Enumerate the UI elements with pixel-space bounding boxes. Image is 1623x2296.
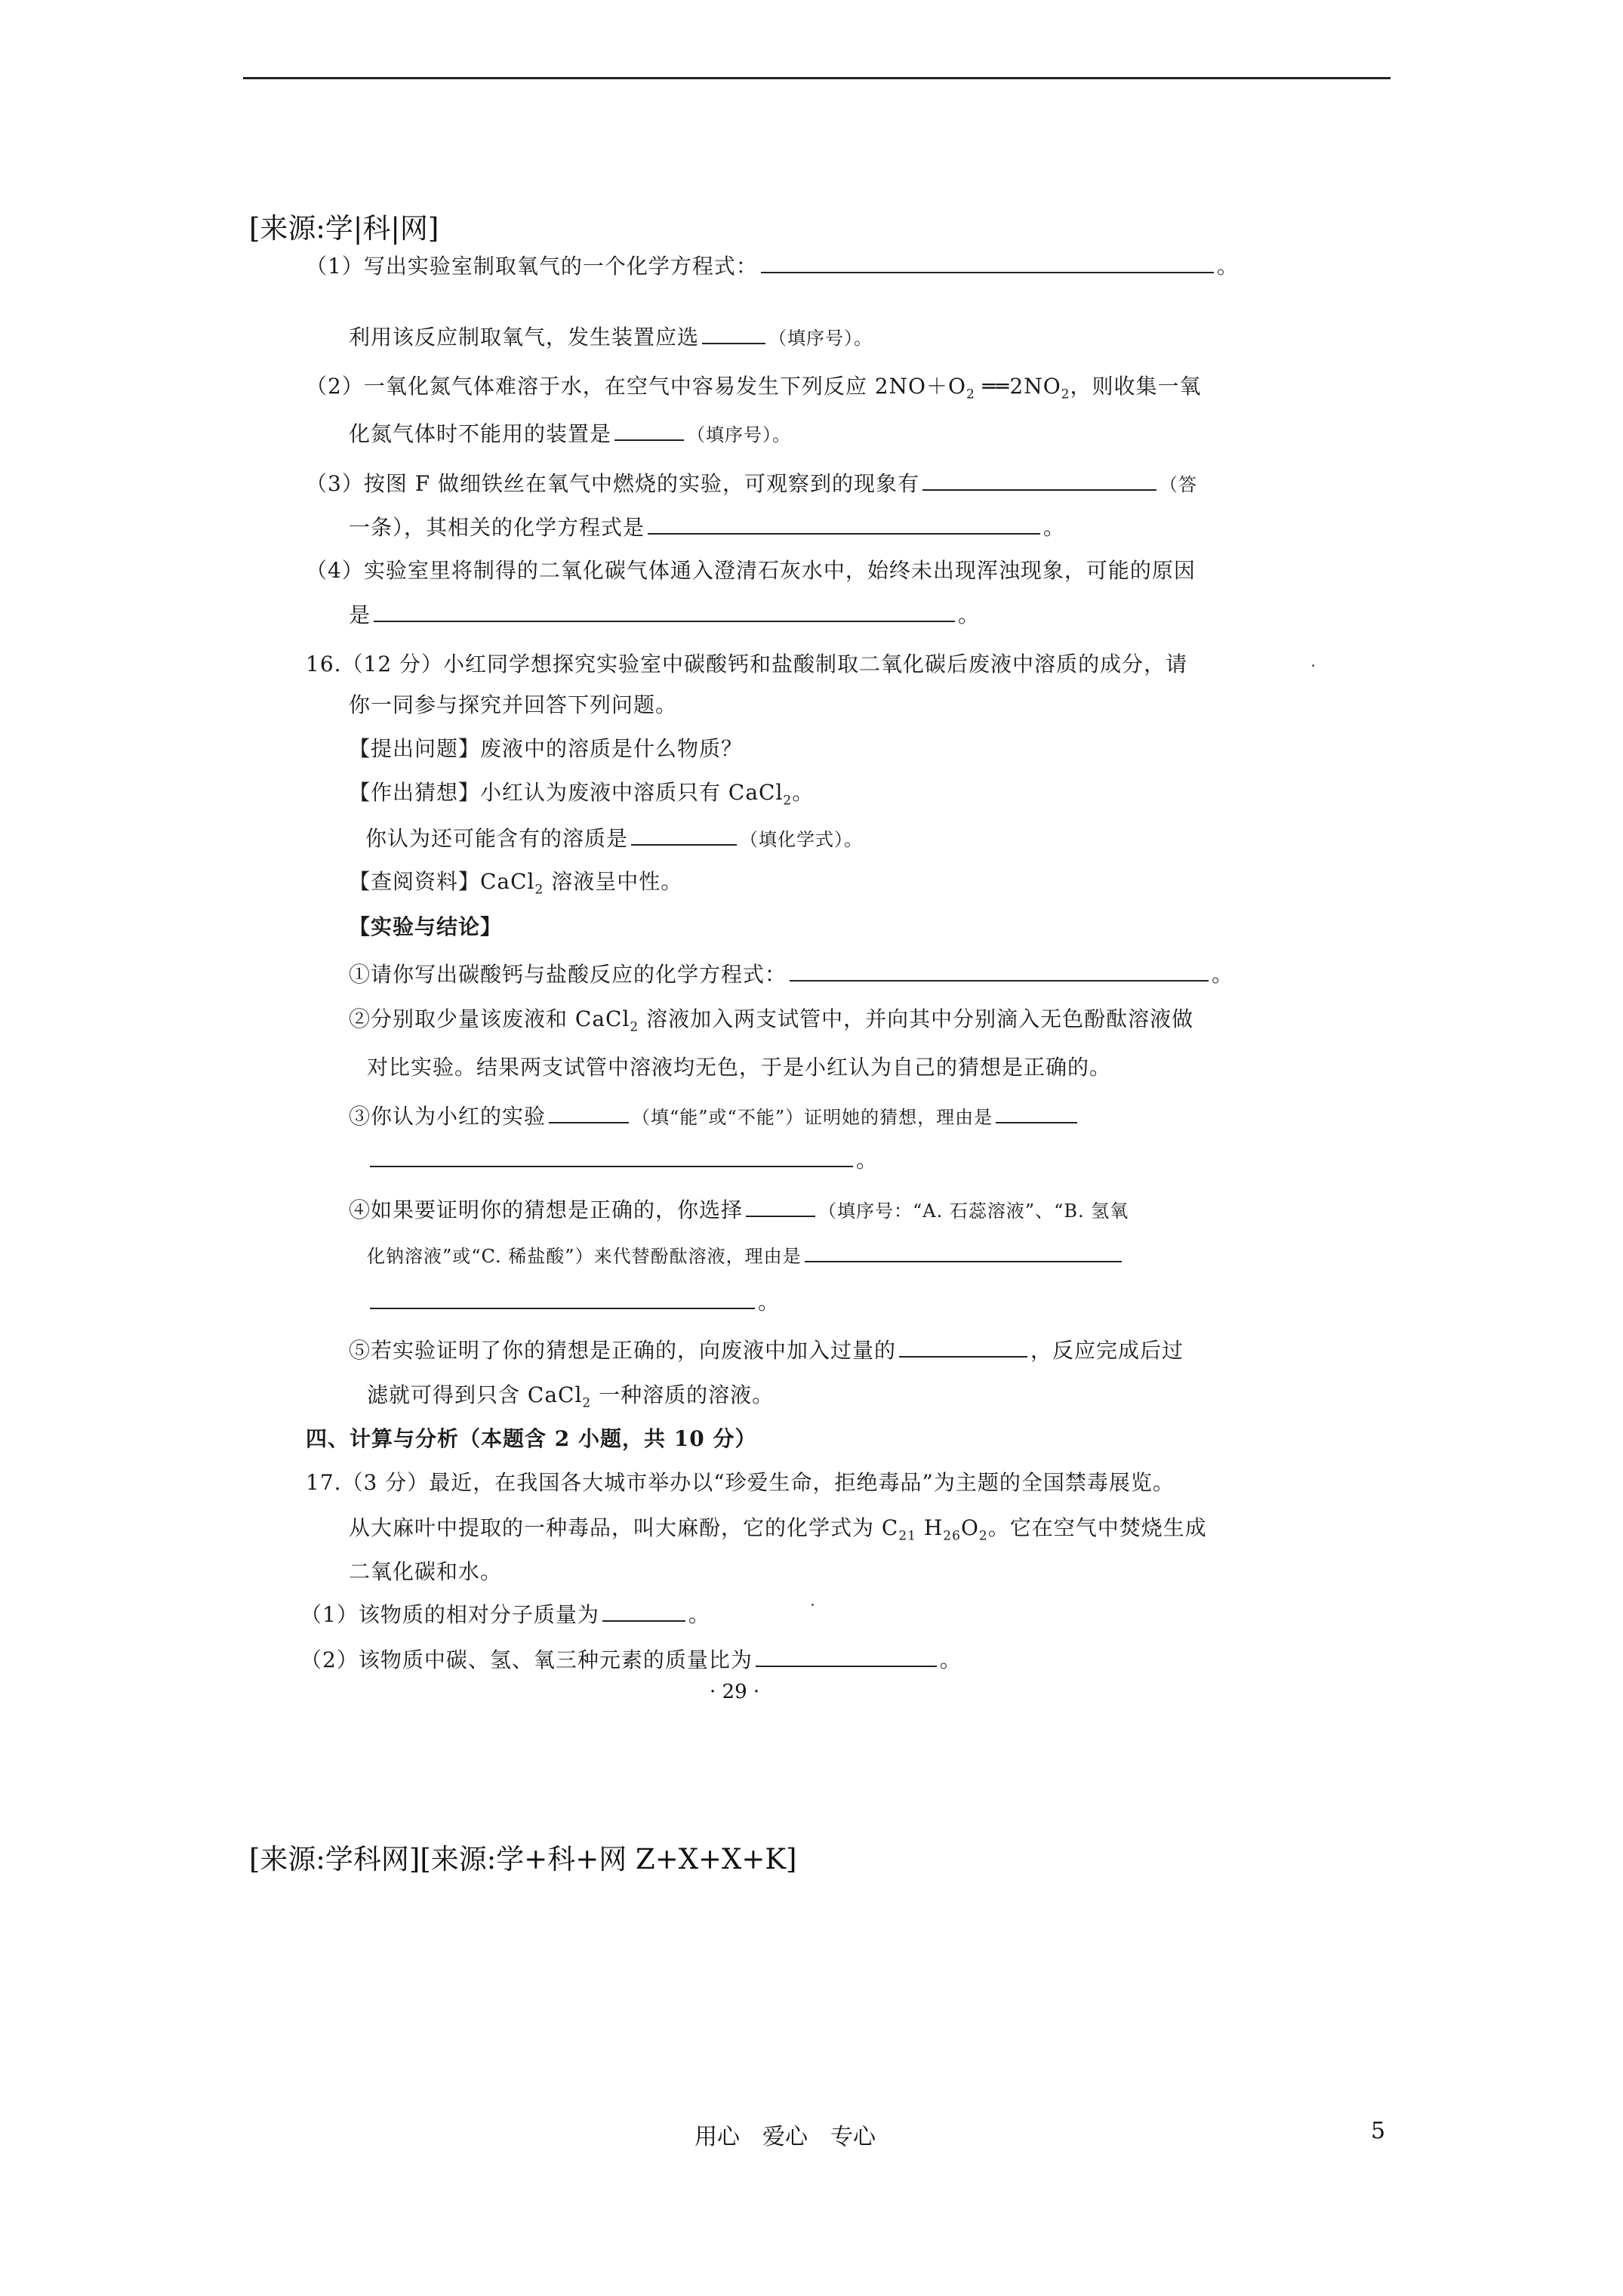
q16-ref: 【查阅资料】CaCl$_2$ 溶液呈中性。 <box>349 869 683 898</box>
q16-heading-line2: 你一同参与探究并回答下列问题。 <box>349 692 678 717</box>
source-bottom: [来源:学科网][来源:学+科+网 Z+X+X+K] <box>249 1843 797 1875</box>
q17-line2: 从大麻叶中提取的一种毒品，叫大麻酚，它的化学式为 $C_{21}$ $H_{26}O_2$。它在空气中焚烧生成 <box>349 1515 1207 1544</box>
q15-part1-line1: （1）写出实验室制取氧气的一个化学方程式： 。 <box>306 249 1239 280</box>
answer-blank[interactable] <box>899 1333 1027 1358</box>
q16-step3-line2: 。 <box>367 1143 878 1174</box>
q16-step2-line2: 对比实验。结果两支试管中溶液均无色，于是小红认为自己的猜想是正确的。 <box>367 1055 1112 1080</box>
q16-step5-line1: ⑤若实验证明了你的猜想是正确的，向废液中加入过量的 ，反应完成后过 <box>349 1333 1184 1364</box>
q16-ask: 【提出问题】废液中的溶质是什么物质？ <box>349 736 744 761</box>
page-number: 5 <box>1371 2118 1386 2144</box>
answer-blank[interactable] <box>756 1643 937 1667</box>
scan-speck <box>812 1604 814 1606</box>
q15-part3-line2: 一条），其相关的化学方程式是 。 <box>349 510 1065 541</box>
q16-guess2: 你认为还可能含有的溶质是 （填化学式）。 <box>365 821 863 852</box>
answer-blank[interactable] <box>374 598 955 622</box>
scan-speck <box>1312 664 1314 667</box>
q16-step4-line3: 。 <box>367 1285 780 1316</box>
answer-blank[interactable] <box>922 467 1156 491</box>
q16-step4-line1: ④如果要证明你的猜想是正确的，你选择 （填序号：“A. 石蕊溶液”、“B. 氢氧 <box>349 1193 1129 1224</box>
q16-step4-line2: 化钠溶液”或“C. 稀盐酸”）来代替酚酞溶液，理由是 <box>367 1238 1125 1268</box>
q17-line3: 二氧化碳和水。 <box>349 1559 503 1584</box>
answer-blank[interactable] <box>549 1099 629 1123</box>
footer-motto: 用心 爱心 专心 <box>694 2124 876 2150</box>
q17-part1: （1）该物质的相对分子质量为 。 <box>300 1598 710 1629</box>
q17-line1: 17.（3 分）最近，在我国各大城市举办以“珍爱生命，拒绝毒品”为主题的全国禁毒展览。 <box>306 1470 1175 1495</box>
answer-blank[interactable] <box>370 1143 853 1167</box>
answer-blank[interactable] <box>702 320 765 344</box>
q16-step1: ①请你写出碳酸钙与盐酸反应的化学方程式： 。 <box>349 957 1233 988</box>
source-top: [来源:学|科|网] <box>249 212 439 245</box>
answer-blank[interactable] <box>631 821 737 846</box>
answer-blank[interactable] <box>996 1099 1077 1123</box>
section-four-heading: 四、计算与分析（本题含 2 小题，共 10 分） <box>306 1426 757 1451</box>
q16-step2-line1: ②分别取少量该废液和 CaCl$_2$ 溶液加入两支试管中，并向其中分别滴入无色酚酞溶液做 <box>349 1006 1194 1035</box>
answer-blank[interactable] <box>790 957 1209 982</box>
answer-blank[interactable] <box>761 249 1214 273</box>
q16-guess: 【作出猜想】小红认为废液中溶质只有 CaCl$_2$。 <box>349 780 815 809</box>
q15-part2-line2: 化氮气体时不能用的装置是 （填序号）。 <box>349 417 791 448</box>
q16-step5-line2: 滤就可得到只含 CaCl$_2$ 一种溶质的溶液。 <box>367 1382 775 1411</box>
printed-page-mark: · 29 · <box>710 1681 760 1703</box>
q16-step3-line1: ③你认为小红的实验 （填“能”或“不能”）证明她的猜想，理由是 <box>349 1099 1080 1130</box>
q16-heading: 16.（12 分）小红同学想探究实验室中碳酸钙和盐酸制取二氧化碳后废液中溶质的成分，请 <box>306 652 1188 676</box>
answer-blank[interactable] <box>602 1598 685 1622</box>
q15-part1-line2: 利用该反应制取氧气，发生装置应选 （填序号）。 <box>349 320 873 351</box>
q15-part3-line1: （3）按图 F 做细铁丝在氧气中燃烧的实验，可观察到的现象有 （答 <box>306 467 1197 498</box>
answer-blank[interactable] <box>746 1193 815 1217</box>
answer-blank[interactable] <box>614 417 684 441</box>
q16-exp-heading: 【实验与结论】 <box>349 914 503 939</box>
q15-part2-line1: （2）一氧化氮气体难溶于水，在空气中容易发生下列反应 $2NO+O_2$ $══2NO_2$，则收集一氧 <box>306 374 1202 402</box>
q15-part4-line2: 是 。 <box>349 598 980 629</box>
q17-part2: （2）该物质中碳、氢、氧三种元素的质量比为 。 <box>300 1643 962 1674</box>
answer-blank[interactable] <box>805 1238 1122 1262</box>
q15-part4-line1: （4）实验室里将制得的二氧化碳气体通入澄清石灰水中，始终未出现浑浊现象，可能的原因 <box>306 558 1196 583</box>
answer-blank[interactable] <box>648 510 1040 535</box>
top-rule <box>243 77 1390 79</box>
answer-blank[interactable] <box>370 1285 755 1309</box>
